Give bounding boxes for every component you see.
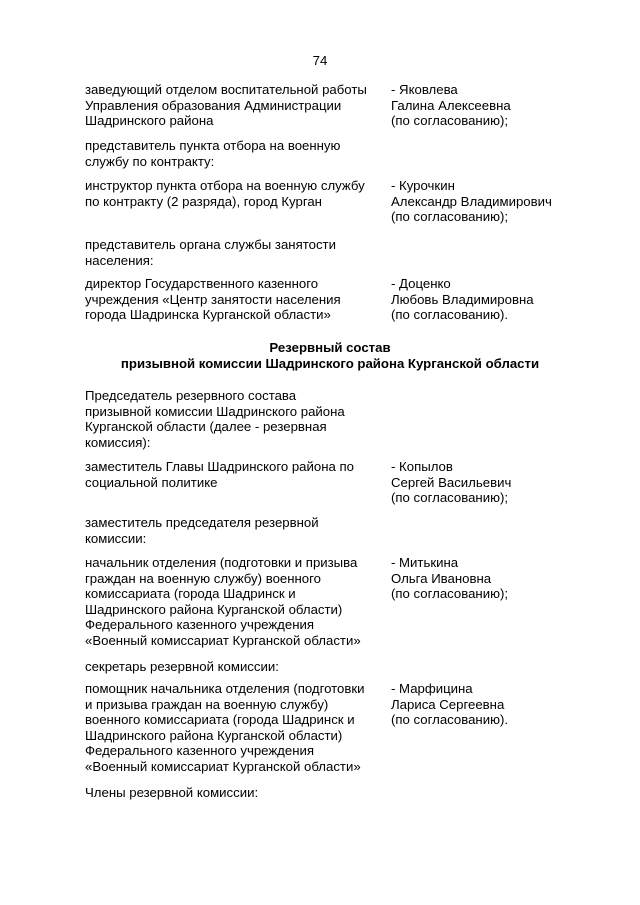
member-position: заведующий отделом воспитательной работы Управления образования Администрации Шадринского района xyxy=(85,82,367,129)
role-label: заместитель председателя резервной комиссии: xyxy=(85,515,319,546)
member-name: - Митькина Ольга Ивановна (по согласованию); xyxy=(391,555,509,602)
role-label: представитель пункта отбора на военную службу по контракту: xyxy=(85,138,341,169)
member-position: директор Государственного казенного учреждения «Центр занятости населения города Шадринска Курганской области» xyxy=(85,276,341,323)
chair-label: Председатель резервного состава призывной комиссии Шадринского района Курганской области (далее - резервная комиссия): xyxy=(85,388,345,450)
role-label: представитель органа службы занятости населения: xyxy=(85,237,336,268)
role-label: Члены резервной комиссии: xyxy=(85,785,259,800)
member-position: инструктор пункта отбора на военную службу по контракту (2 разряда), город Курган xyxy=(85,178,365,209)
member-name: - Марфицина Лариса Сергеевна (по согласованию). xyxy=(391,681,509,728)
member-name: - Курочкин Александр Владимирович (по согласованию); xyxy=(391,178,552,225)
member-name: - Доценко Любовь Владимировна (по согласованию). xyxy=(391,276,534,323)
page-number: 74 xyxy=(312,53,328,68)
member-position: начальник отделения (подготовки и призыва граждан на военную службу) военного комиссариата (города Шадринск и Шадринского района Курганской области) Федерального казенного учреждения «Военный комиссариат Курганской области» xyxy=(85,555,361,648)
member-name: - Копылов Сергей Васильевич (по согласованию); xyxy=(391,459,512,506)
role-label: секретарь резервной комиссии: xyxy=(85,659,279,674)
member-position: заместитель Главы Шадринского района по социальной политике xyxy=(85,459,354,490)
reserve-heading: Резервный состав призывной комиссии Шадринского района Курганской области xyxy=(120,340,540,371)
member-position: помощник начальника отделения (подготовки и призыва граждан на военную службу) военного комиссариата (города Шадринск и Шадринского района Курганской области) Федерального казенного учреждения «Военный комиссариат Курганской области» xyxy=(85,681,365,774)
member-name: - Яковлева Галина Алексеевна (по согласованию); xyxy=(391,82,511,129)
